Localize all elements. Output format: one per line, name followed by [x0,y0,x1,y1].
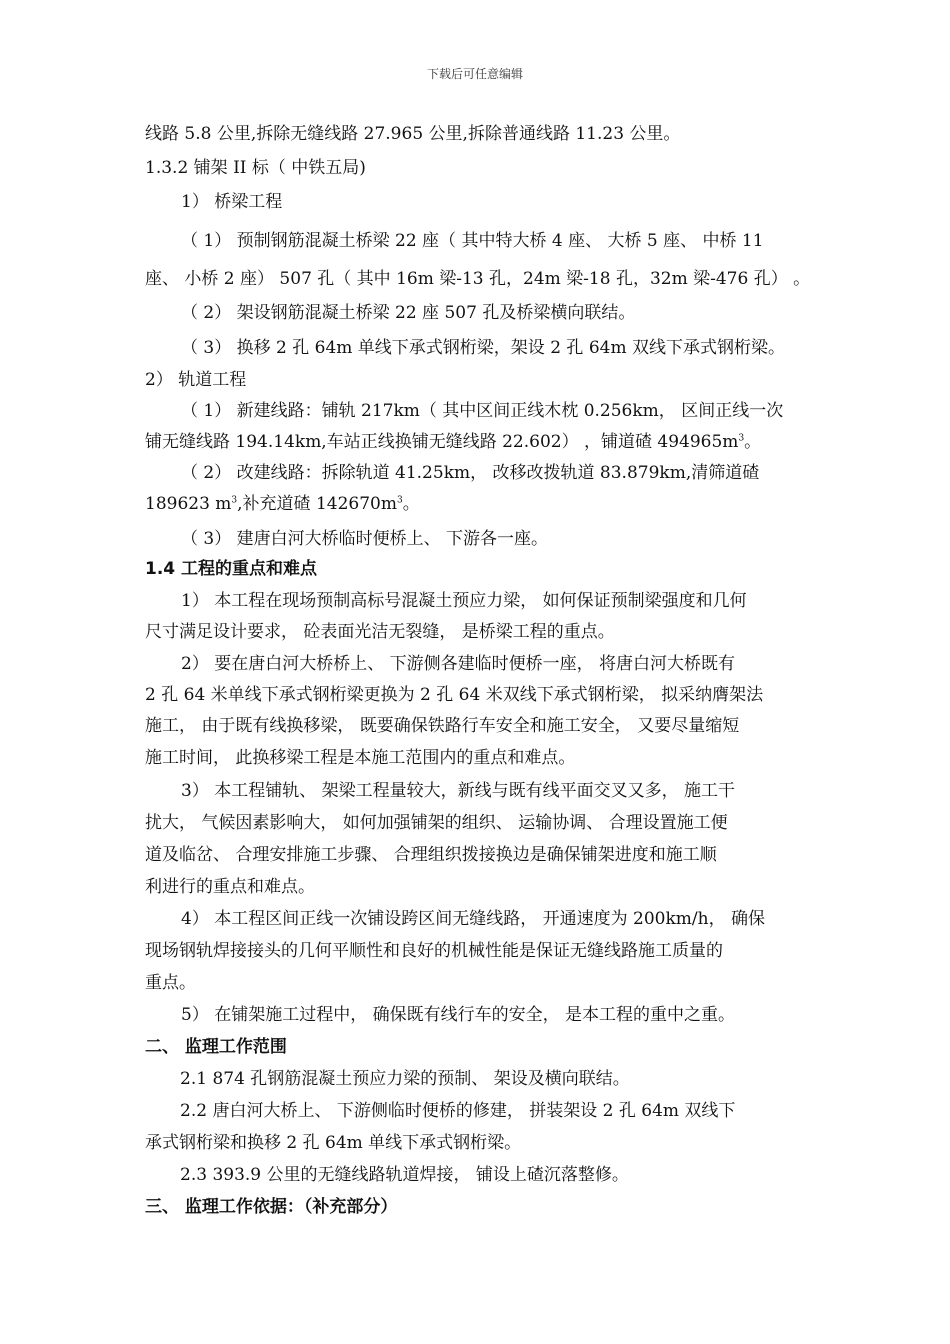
text-line: 现场钢轨焊接接头的几何平顺性和良好的机械性能是保证无缝线路施工质量的 [145,941,723,961]
text-line: 扰大， 气候因素影响大， 如何加强铺架的组织、 运输协调、 合理设置施工便 [145,813,728,833]
section-heading: 1.4 工程的重点和难点 [145,559,318,579]
text-line: 道及临岔、 合理安排施工步骤、 合理组织拨接换边是确保铺架进度和施工顺 [145,845,717,865]
text-line: 重点。 [145,973,196,993]
text-line: 利进行的重点和难点。 [145,877,315,897]
text-line: 189623 $m^3$,补充道碴 $142670m^3$。 [145,494,420,514]
section-heading: 三、 监理工作依据：（补充部分） [145,1197,398,1217]
text-line: 2 孔 64 米单线下承式钢桁梁更换为 2 孔 64 米双线下承式钢桁梁， 拟采纳膺架法 [145,685,764,705]
text-line: 铺无缝线路 194.14km,车站正线换铺无缝线路 22.602） ，铺道碴 $494965m^3$。 [145,432,762,452]
subsection-heading: 2） 轨道工程 [145,370,247,390]
page-header: 下载后可任意编辑 [426,67,523,81]
text-line: （ 1） 新建线路：铺轨 217km（ 其中区间正线木枕 0.256km， 区间正线一次 [181,401,784,421]
text-line: （ 2） 改建线路：拆除轨道 41.25km， 改移改拨轨道 83.879km,清筛道碴 [181,463,760,483]
text-line: 施工时间， 此换移梁工程是本施工范围内的重点和难点。 [145,748,576,768]
text-line: 承式钢桁梁和换移 2 孔 64m 单线下承式钢桁梁。 [145,1133,522,1153]
text-line: 4） 本工程区间正线一次铺设跨区间无缝线路， 开通速度为 200km/h， 确保 [181,909,765,929]
text-line: 2.3 393.9 公里的无缝线路轨道焊接， 铺设上碴沉落整修。 [180,1165,629,1185]
subsection-heading: 1） 桥梁工程 [181,192,283,212]
text-line: 2.2 唐白河大桥上、 下游侧临时便桥的修建， 拼装架设 2 孔 64m 双线下 [180,1101,736,1121]
text-line: 3） 本工程铺轨、 架梁工程量较大，新线与既有线平面交叉又多， 施工干 [181,781,736,801]
text-line: 尺寸满足设计要求， 砼表面光洁无裂缝， 是桥梁工程的重点。 [145,622,615,642]
section-heading: 1.3.2 铺架 II 标（ 中铁五局) [145,158,366,178]
text-line: （ 2） 架设钢筋混凝土桥梁 22 座 507 孔及桥梁横向联结。 [181,303,636,323]
text-line: 2） 要在唐白河大桥桥上、 下游侧各建临时便桥一座， 将唐白河大桥既有 [181,654,736,674]
text-line: 座、 小桥 2 座） 507 孔（ 其中 16m 梁-13 孔，24m 梁-18 孔，32m 梁-476 孔） 。 [145,269,811,289]
text-line: 施工， 由于既有线换移梁， 既要确保铁路行车安全和施工安全， 又要尽量缩短 [145,716,740,736]
text-line: 5） 在铺架施工过程中， 确保既有线行车的安全， 是本工程的重中之重。 [181,1005,736,1025]
section-heading: 二、 监理工作范围 [145,1037,287,1057]
text-line: （ 3） 换移 2 孔 64m 单线下承式钢桁梁，架设 2 孔 64m 双线下承式钢桁梁。 [181,338,785,358]
text-line: （ 3） 建唐白河大桥临时便桥上、 下游各一座。 [181,529,549,549]
text-line: 线路 5.8 公里,拆除无缝线路 27.965 公里,拆除普通线路 11.23 公里。 [145,124,681,144]
text-line: （ 1） 预制钢筋混凝土桥梁 22 座（ 其中特大桥 4 座、 大桥 5 座、 中桥 11 [181,231,764,251]
text-line: 1） 本工程在现场预制高标号混凝土预应力梁， 如何保证预制梁强度和几何 [181,591,747,611]
text-line: 2.1 874 孔钢筋混凝土预应力梁的预制、 架设及横向联结。 [180,1069,630,1089]
